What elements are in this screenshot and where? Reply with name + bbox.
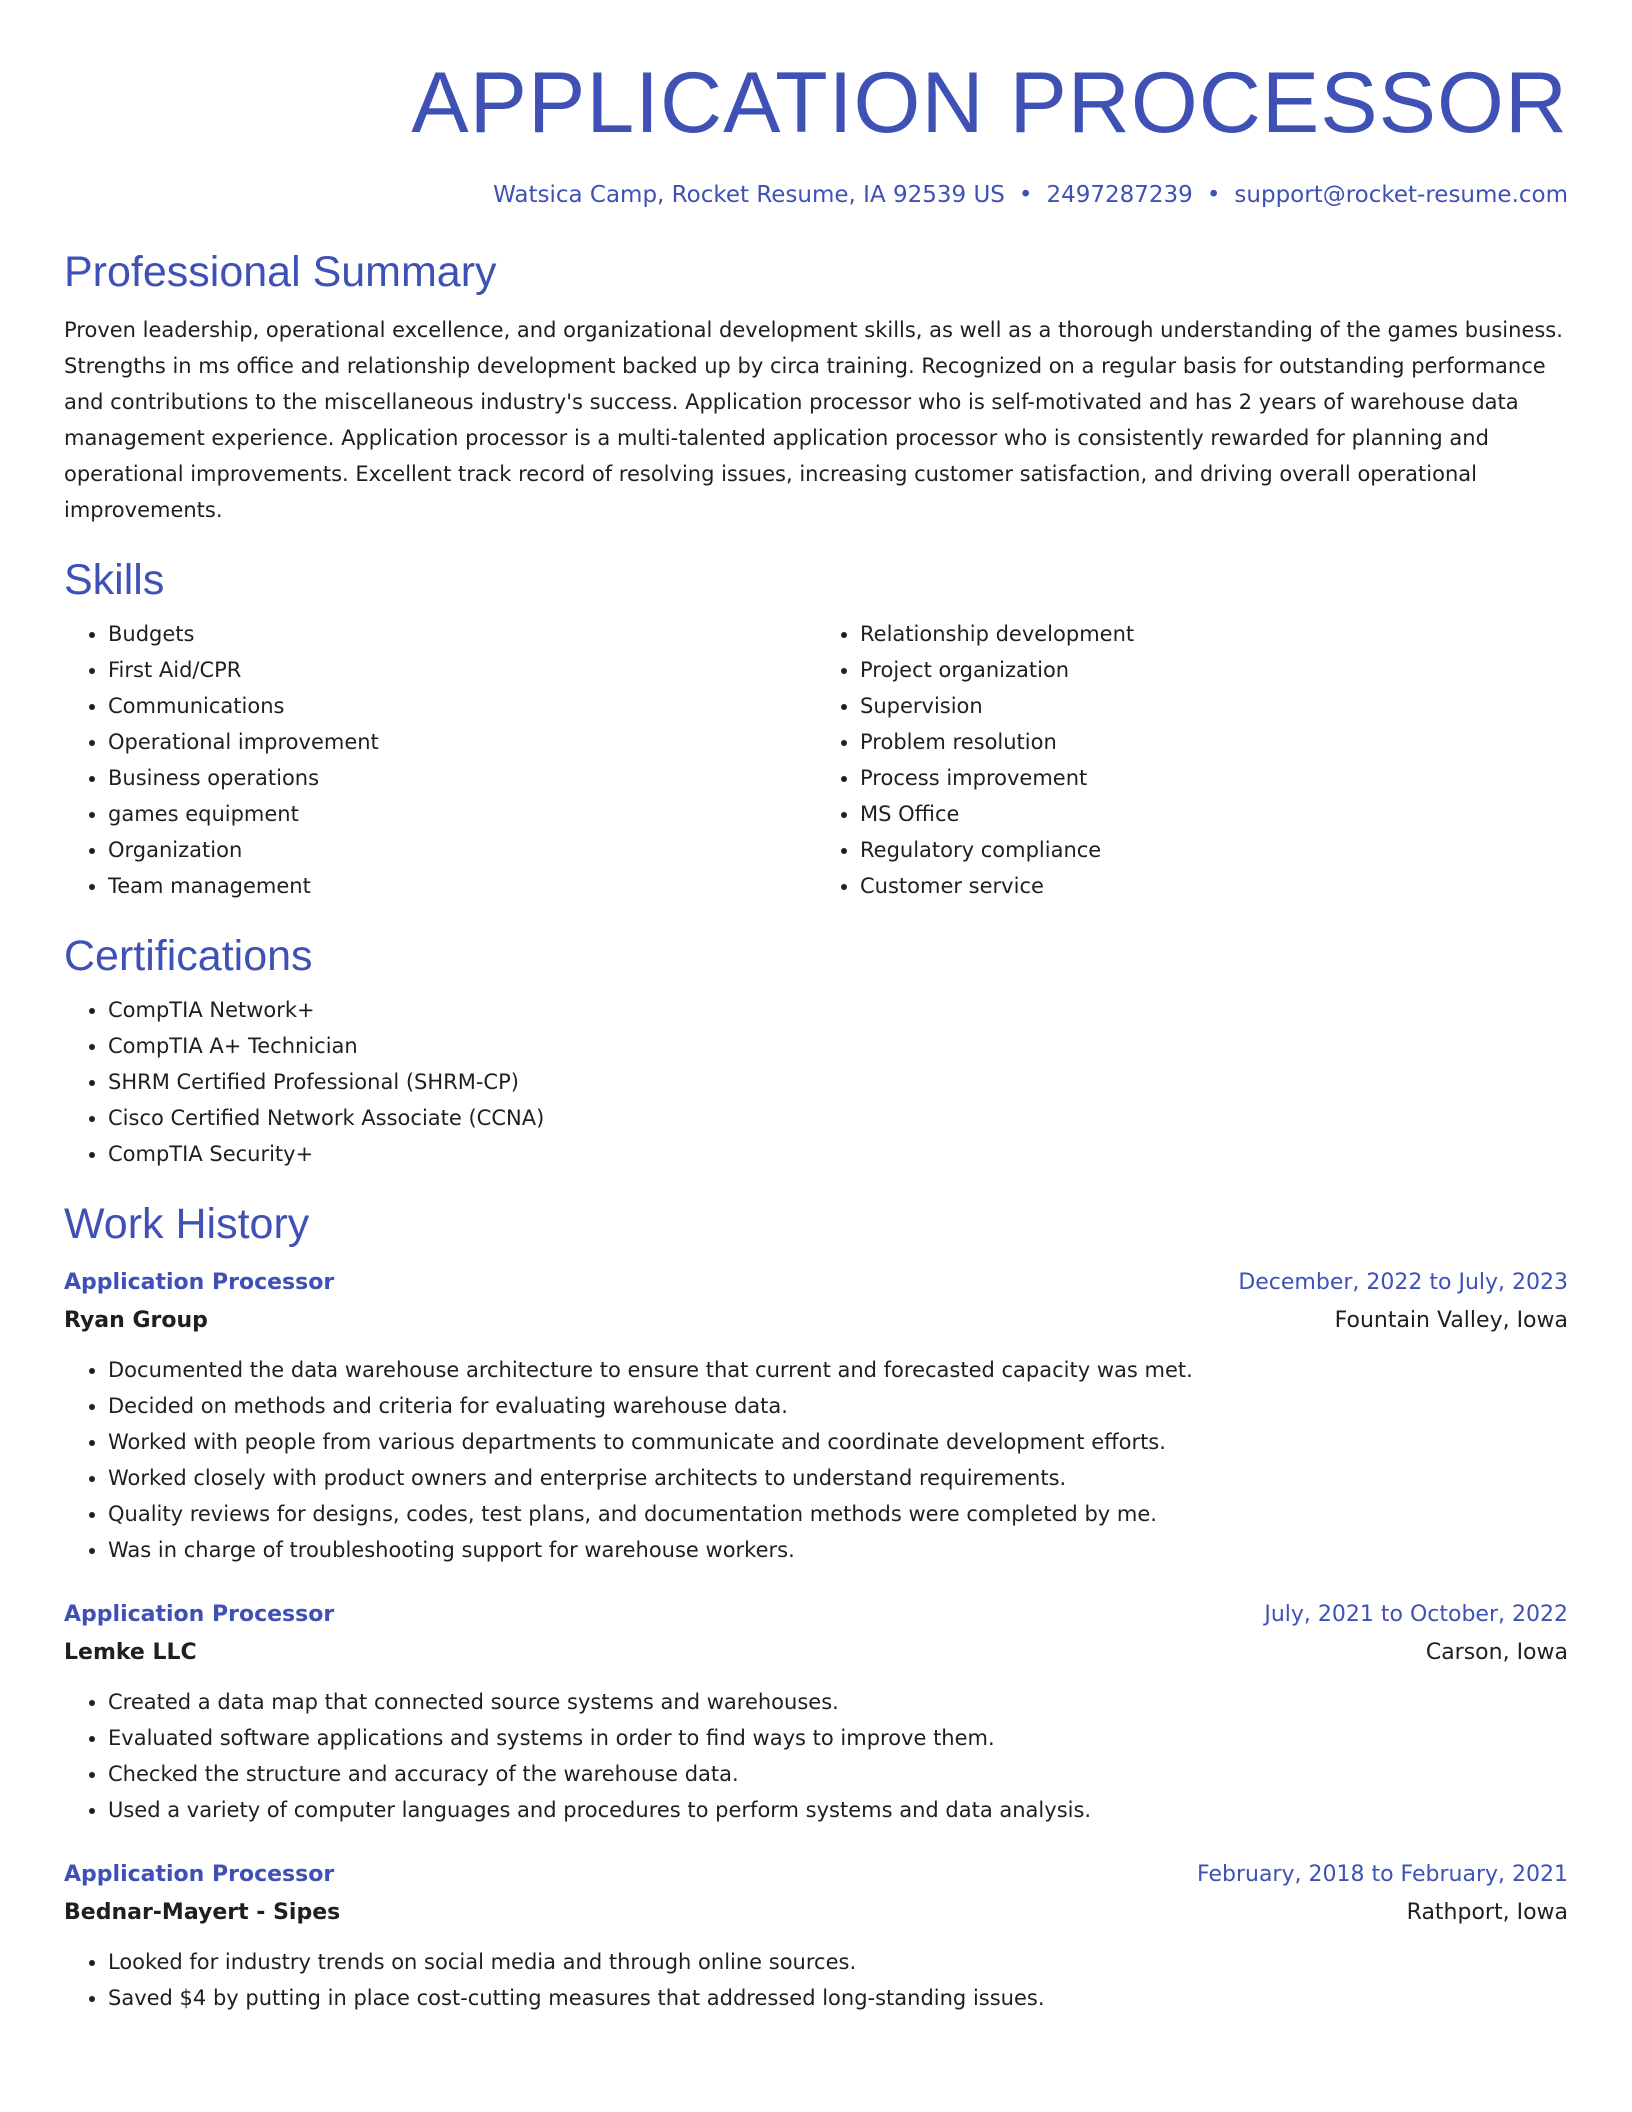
skill-item: • Customer service [860,868,1568,904]
skills-list-right [816,616,1568,904]
candidate-title: APPLICATION PROCESSOR [411,55,1568,151]
job-dates: December, 2022 to July, 2023 [1238,1270,1568,1295]
job-company: Ryan Group [64,1308,208,1333]
job-company: Bednar-Mayert - Sipes [64,1900,341,1925]
job-company: Lemke LLC [64,1640,197,1665]
job-dates: July, 2021 to October, 2022 [1264,1602,1568,1627]
job-bullet: • Worked with people from various departments to communicate and coordinate development efforts. [108,1424,1568,1460]
job-location: Fountain Valley, Iowa [1334,1308,1568,1333]
skills-list-left [64,616,816,904]
certification-item: • CompTIA Security+ [108,1136,1568,1172]
job-location: Carson, Iowa [1425,1640,1568,1665]
summary-text: Proven leadership, operational excellence, and organizational development skills, as well as a thorough understanding of the games business. Strengths in ms office and relationship development backed up by circa training. Recognized on a regular basis for outstanding performance and contributions to the miscellaneous industry's success. Application processor who is self-motivated and has 2 years of warehouse data management experience. Application processor is a multi-talented application processor who is consistently rewarded for planning and operational improvements. Excellent track record of resolving issues, increasing customer satisfaction, and driving overall operational improvements. [64,318,1563,522]
contact-phone: 2497287239 [1046,182,1193,208]
skill-item: • Budgets [108,616,816,652]
job-title: Application Processor [64,1270,335,1295]
skill-item: • Process improvement [860,760,1568,796]
job-bullet: • Documented the data warehouse architecture to ensure that current and forecasted capacity was met. [108,1352,1568,1388]
job-bullet: • Was in charge of troubleshooting support for warehouse workers. [108,1532,1568,1568]
summary-heading: Professional Summary [64,248,497,296]
skills-columns [64,616,1568,904]
job-header-row [64,1596,1568,1634]
job-bullets [64,1352,1568,1568]
job-bullet: • Looked for industry trends on social media and through online sources. [108,1944,1568,1980]
certifications-list [64,992,1568,1172]
job-bullet: • Saved $4 by putting in place cost-cutting measures that addressed long-standing issues. [108,1980,1568,2016]
skill-item: • Team management [108,868,816,904]
job-header-row [64,1856,1568,1894]
certification-item: • SHRM Certified Professional (SHRM-CP) [108,1064,1568,1100]
job-bullet: • Decided on methods and criteria for evaluating warehouse data. [108,1388,1568,1424]
contact-email[interactable]: support@rocket-resume.com [1234,182,1568,208]
skill-item: • Project organization [860,652,1568,688]
job-bullet: • Checked the structure and accuracy of the warehouse data. [108,1756,1568,1792]
skill-item: • Operational improvement [108,724,816,760]
resume-header [64,0,1568,210]
work-history-section [64,1198,1568,2016]
contact-line [64,180,1568,210]
job-location: Rathport, Iowa [1406,1900,1568,1925]
certification-item: • CompTIA Network+ [108,992,1568,1028]
contact-separator: • [1018,182,1033,208]
job-bullets [64,1944,1568,2016]
work-history-heading: Work History [64,1200,310,1248]
contact-address: Watsica Camp, Rocket Resume, IA 92539 US [493,182,1005,208]
contact-separator: • [1206,182,1221,208]
job-header-row [64,1264,1568,1302]
certification-item: • CompTIA A+ Technician [108,1028,1568,1064]
skill-item: • Regulatory compliance [860,832,1568,868]
job-entry [64,1264,1568,1568]
job-dates: February, 2018 to February, 2021 [1197,1862,1568,1887]
skill-item: • Business operations [108,760,816,796]
job-bullets [64,1684,1568,1828]
skills-section [64,554,1568,904]
skill-item: • Supervision [860,688,1568,724]
skill-item: • Relationship development [860,616,1568,652]
skill-item: • games equipment [108,796,816,832]
skill-item: • Problem resolution [860,724,1568,760]
certifications-section [64,930,1568,1172]
skill-item: • Communications [108,688,816,724]
job-title: Application Processor [64,1602,335,1627]
job-company-row [64,1894,1568,1932]
job-entry [64,1596,1568,1828]
job-bullet: • Evaluated software applications and systems in order to find ways to improve them. [108,1720,1568,1756]
job-bullet: • Created a data map that connected source systems and warehouses. [108,1684,1568,1720]
skill-item: • Organization [108,832,816,868]
skill-item: • First Aid/CPR [108,652,816,688]
summary-section [64,246,1568,528]
skill-item: • MS Office [860,796,1568,832]
certifications-heading: Certifications [64,932,313,980]
certification-item: • Cisco Certified Network Associate (CCNA) [108,1100,1568,1136]
job-company-row [64,1302,1568,1340]
job-bullet: • Used a variety of computer languages and procedures to perform systems and data analysis. [108,1792,1568,1828]
job-bullet: • Quality reviews for designs, codes, test plans, and documentation methods were completed by me. [108,1496,1568,1532]
job-entry [64,1856,1568,2016]
job-title: Application Processor [64,1862,335,1887]
skills-heading: Skills [64,556,165,604]
job-bullet: • Worked closely with product owners and enterprise architects to understand requirements. [108,1460,1568,1496]
job-company-row [64,1634,1568,1672]
